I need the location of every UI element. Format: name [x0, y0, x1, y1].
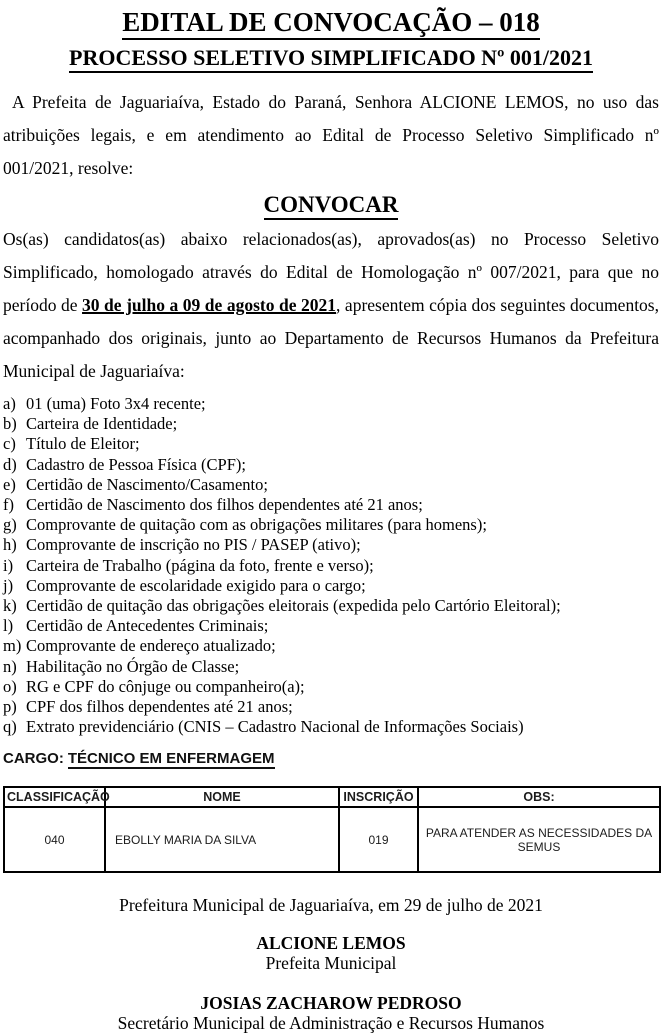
signature-name: JOSIAS ZACHAROW PEDROSO: [200, 993, 462, 1014]
list-item: m) Comprovante de endereço atualizado;: [3, 636, 276, 656]
cargo-label: CARGO:: [3, 750, 64, 768]
cell-inscricao: 019: [339, 807, 418, 872]
cargo-value: TÉCNICO EM ENFERMAGEM: [67, 750, 275, 768]
table-row: [4, 807, 660, 872]
list-item: g) Comprovante de quitação com as obrigações militares (para homens);: [3, 515, 487, 535]
convocar-heading: CONVOCAR: [3, 189, 659, 221]
list-item: h) Comprovante de inscrição no PIS / PASEP (ativo);: [3, 535, 361, 555]
list-item: a) 01 (uma) Foto 3x4 recente;: [3, 394, 206, 413]
convocar-text-after: , apresentem cópia dos seguintes documentos, acompanhado dos originais, junto ao Departamento de Recursos Humanos da Prefeitura Municipal de Jaguariaíva:: [3, 295, 659, 381]
signature-block-prefeita: [3, 933, 659, 973]
list-item: c) Título de Eleitor;: [3, 434, 140, 454]
convocation-period: 30 de julho a 09 de agosto de 2021: [82, 295, 337, 315]
header-nome: NOME: [105, 787, 339, 807]
cell-nome: EBOLLY MARIA DA SILVA: [105, 807, 339, 872]
cargo-heading: [3, 749, 659, 769]
intro-paragraph: A Prefeita de Jaguariaíva, Estado do Paraná, Senhora ALCIONE LEMOS, no uso das atribuições legais, e em atendimento ao Edital de Processo Seletivo Simplificado nº 001/2021, resolve:: [3, 92, 659, 178]
list-item: b) Carteira de Identidade;: [3, 414, 178, 434]
list-item: p) CPF dos filhos dependentes até 21 anos;: [3, 697, 293, 717]
list-item: l) Certidão de Antecedentes Criminais;: [3, 616, 269, 636]
header-inscricao: INSCRIÇÃO: [339, 787, 418, 807]
signature-block-secretario: [3, 993, 659, 1033]
list-item: j) Comprovante de escolaridade exigido para o cargo;: [3, 575, 366, 595]
signature-role: Secretário Municipal de Administração e Recursos Humanos: [117, 1013, 545, 1034]
cell-classificacao: 040: [4, 807, 105, 872]
list-item: i) Carteira de Trabalho (página da foto, frente e verso);: [3, 555, 374, 575]
table-header-row: [4, 787, 660, 807]
header-classificacao: CLASSIFICAÇÃO: [4, 787, 105, 807]
signature-role: Prefeita Municipal: [265, 953, 397, 974]
list-item: f) Certidão de Nascimento dos filhos dependentes até 21 anos;: [3, 495, 423, 515]
list-item: k) Certidão de quitação das obrigações eleitorais (expedida pelo Cartório Eleitoral);: [3, 596, 561, 616]
document-title: EDITAL DE CONVOCAÇÃO – 018: [3, 4, 659, 40]
date-place-line: Prefeitura Municipal de Jaguariaíva, em 29 de julho de 2021: [119, 895, 543, 916]
signature-name: ALCIONE LEMOS: [256, 933, 406, 954]
list-item: d) Cadastro de Pessoa Física (CPF);: [3, 454, 246, 474]
list-item: e) Certidão de Nascimento/Casamento;: [3, 474, 268, 494]
convocar-paragraph: [3, 223, 659, 388]
list-item: o) RG e CPF do cônjuge ou companheiro(a);: [3, 676, 305, 696]
required-documents-list: [3, 394, 659, 737]
document-subtitle: PROCESSO SELETIVO SIMPLIFICADO Nº 001/2021: [3, 42, 659, 74]
list-item: q) Extrato previdenciário (CNIS – Cadastro Nacional de Informações Sociais): [3, 717, 524, 737]
convocar-text-before: Os(as) candidatos(as) abaixo relacionados(as), aprovados(as) no Processo Seletivo Simplificado, homologado através do Edital de Homologação nº 007/2021, para que no período de: [3, 229, 659, 315]
header-obs: OBS:: [418, 787, 660, 807]
list-item: n) Habilitação no Órgão de Classe;: [3, 656, 240, 676]
cell-obs: PARA ATENDER AS NECESSIDADES DA SEMUS: [418, 807, 660, 872]
candidates-table: [3, 786, 661, 873]
